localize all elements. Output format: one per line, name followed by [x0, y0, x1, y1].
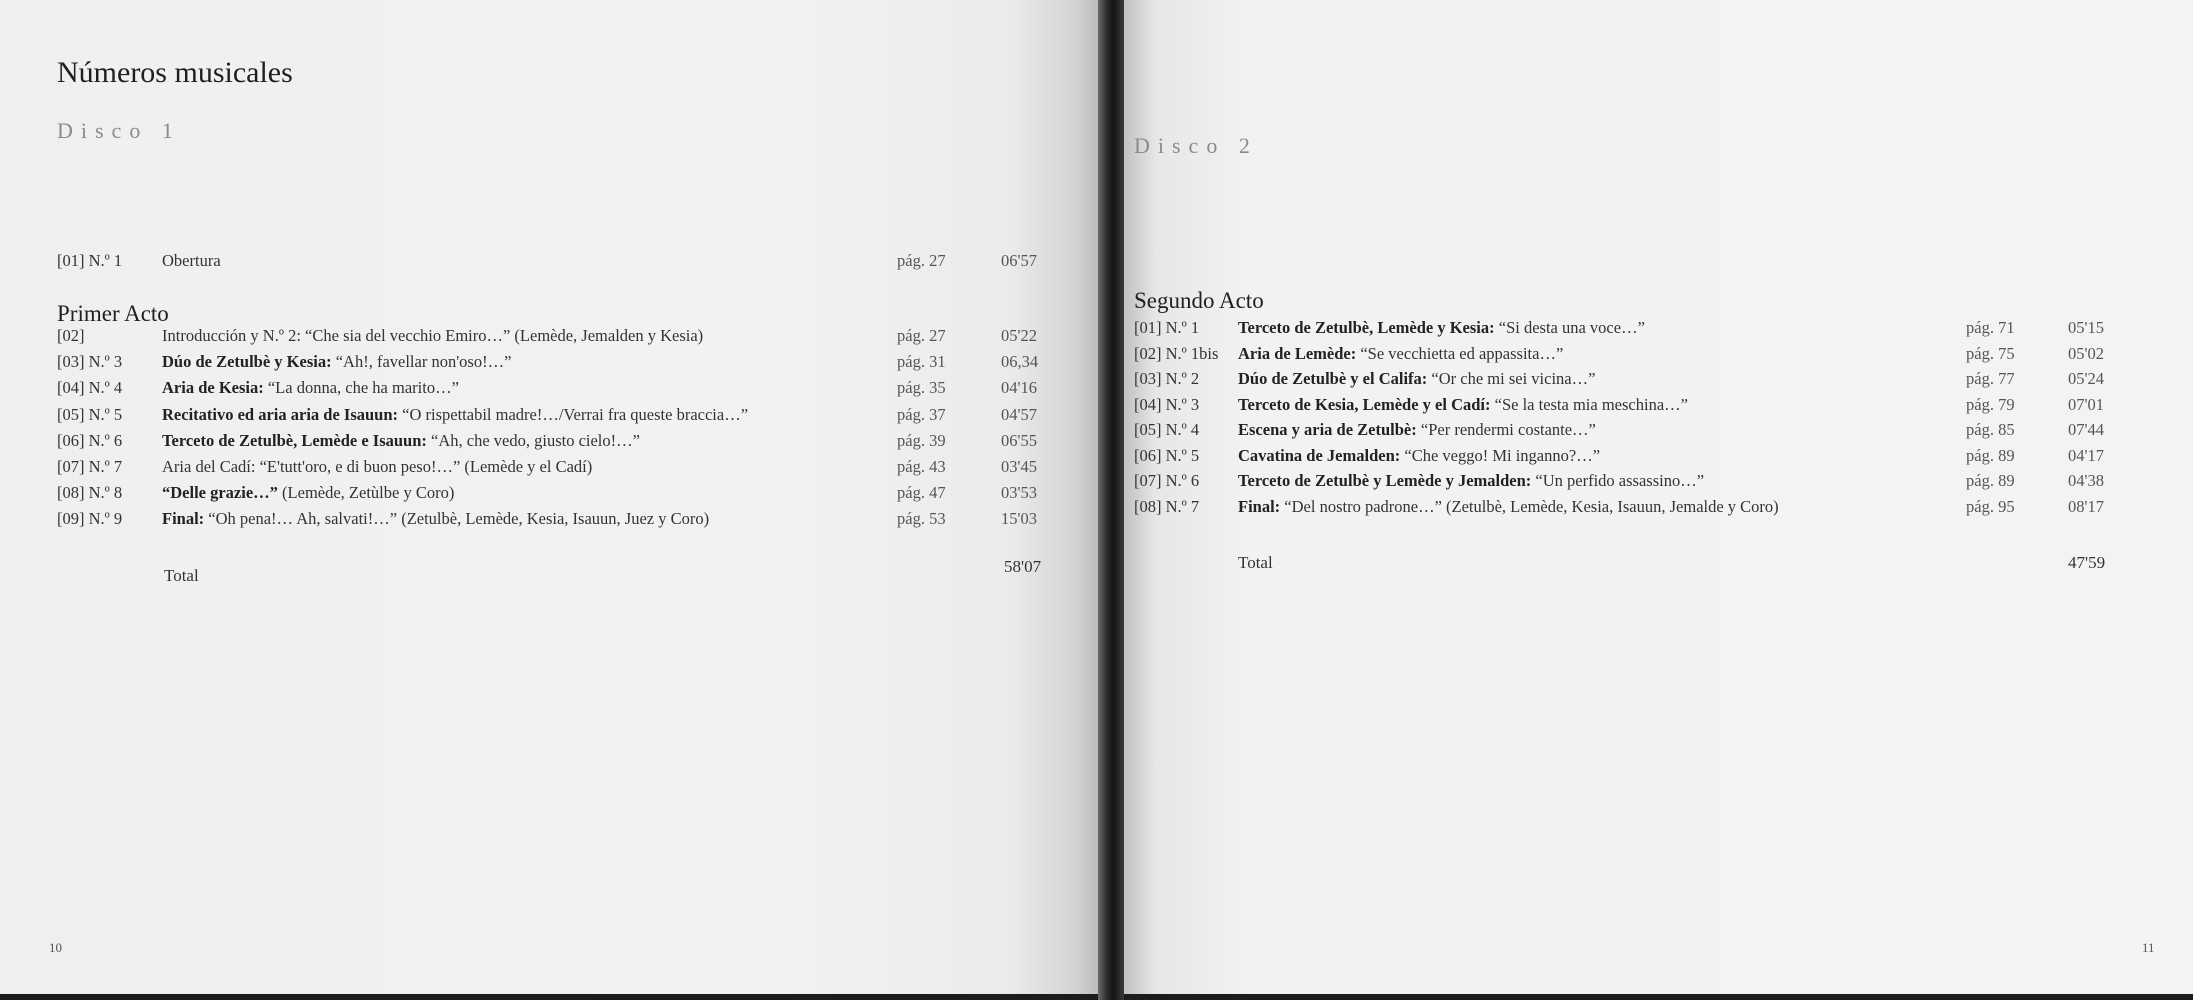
track-title-text: “Per rendermi costante…” — [1416, 420, 1596, 439]
track-title-text: “O rispettabil madre!…/Verrai fra queste braccia…” — [398, 404, 749, 424]
track-page: pág. 85 — [1966, 420, 2015, 439]
track-page: pág. 35 — [897, 378, 946, 398]
total-time: 58'07 — [1004, 557, 1042, 576]
track-title-bold: Terceto de Kesia, Lemède y el Cadí: — [1238, 394, 1491, 414]
track-time: 03'53 — [1001, 483, 1037, 503]
track-title — [1238, 318, 1645, 338]
track-time: 08'17 — [2068, 496, 2104, 516]
track-page: pág. 75 — [1966, 343, 2015, 363]
track-time: 04'17 — [2068, 445, 2104, 465]
total-label: Total — [1238, 553, 1273, 572]
track-page: pág. 47 — [897, 483, 946, 503]
track-title-text: “Che veggo! Mi inganno?…” — [1400, 445, 1601, 465]
track-title-bold: Final: — [162, 509, 205, 529]
track-time: 07'01 — [2068, 394, 2104, 414]
track-title-text: “Oh pena!… Ah, salvati!…” (Zetulbè, Lemède, Kesia, Isauun, Juez y Coro) — [204, 509, 710, 529]
track-title-bold: Aria de Kesia: — [162, 378, 264, 398]
track-number: [04] N.º 3 — [1134, 394, 1200, 414]
track-time: 03'45 — [1001, 457, 1037, 476]
track-title — [1238, 420, 1596, 440]
track-time: 15'03 — [1001, 509, 1037, 529]
total-time: 47'59 — [2068, 553, 2106, 572]
track-title-text: “Se vecchietta ed appassita…” — [1356, 343, 1564, 363]
track-title-bold: Dúo de Zetulbè y el Califa: — [1238, 369, 1428, 388]
track-title — [162, 326, 703, 346]
track-number: [02] N.º 1bis — [1134, 343, 1219, 363]
track-page: pág. 95 — [1966, 496, 2015, 516]
table-row — [1124, 369, 2193, 395]
right-page — [1124, 0, 2193, 994]
track-title-text: “Del nostro padrone…” (Zetulbè, Lemède, Kesia, Isauun, Jemalde y Coro) — [1280, 496, 1779, 516]
track-number: [07] N.º 7 — [57, 457, 123, 476]
track-page: pág. 37 — [897, 404, 946, 424]
track-title-bold: Dúo de Zetulbè y Kesia: — [162, 352, 332, 372]
act-title-1: Primer Acto — [57, 301, 169, 326]
track-number: [06] N.º 5 — [1134, 445, 1200, 465]
track-time: 06'57 — [1001, 251, 1037, 270]
track-number: [03] N.º 2 — [1134, 369, 1200, 388]
track-title-bold: Aria de Lemède: — [1238, 343, 1357, 363]
table-row — [1124, 318, 2193, 344]
table-row — [1124, 446, 2193, 472]
track-title-text: “Un perfido assassino…” — [1531, 471, 1705, 490]
track-time: 04'57 — [1001, 404, 1037, 424]
page-heading: Números musicales — [57, 56, 293, 89]
track-number: [01] N.º 1 — [1134, 318, 1200, 337]
table-row — [1124, 471, 2193, 497]
table-row — [0, 352, 1098, 378]
table-row — [1124, 420, 2193, 446]
table-row — [1124, 344, 2193, 370]
track-title-bold: Terceto de Zetulbè, Lemède e Isauun: — [162, 430, 427, 450]
track-time: 04'38 — [2068, 471, 2104, 490]
track-title-text: “Si desta una voce…” — [1494, 318, 1645, 337]
track-title-bold: Terceto de Zetulbè y Lemède y Jemalden: — [1238, 471, 1532, 490]
track-title-text: “Ah, che vedo, giusto cielo!…” — [426, 430, 640, 450]
track-title — [1238, 344, 1563, 364]
table-row — [0, 431, 1098, 457]
track-title — [162, 457, 592, 477]
act-title-2: Segundo Acto — [1134, 288, 1264, 313]
track-time: 07'44 — [2068, 420, 2104, 439]
track-title-text: Aria del Cadí: “E'tutt'oro, e di buon peso!…” (Lemède y el Cadí) — [162, 457, 593, 476]
page-number: 11 — [2142, 940, 2155, 955]
track-title — [1238, 471, 1704, 491]
track-time: 05'24 — [2068, 369, 2104, 388]
table-row — [0, 378, 1098, 404]
track-title-bold: Escena y aria de Zetulbè: — [1238, 420, 1417, 439]
track-title: Obertura — [162, 251, 221, 270]
track-title-bold: Terceto de Zetulbè, Lemède y Kesia: — [1238, 318, 1495, 337]
track-title — [162, 483, 454, 503]
track-page: pág. 39 — [897, 430, 946, 450]
track-title-text: “Or che mi sei vicina…” — [1427, 369, 1596, 388]
track-title — [162, 405, 748, 425]
track-page: pág. 89 — [1966, 471, 2015, 490]
track-title — [162, 352, 511, 372]
track-title — [162, 431, 640, 451]
track-number: [04] N.º 4 — [57, 378, 123, 398]
track-page: pág. 79 — [1966, 394, 2015, 414]
track-number: [01] N.º 1 — [57, 251, 123, 270]
table-row — [1124, 395, 2193, 421]
book-spine — [1098, 0, 1124, 1000]
track-page: pág. 89 — [1966, 445, 2015, 465]
track-number: [06] N.º 6 — [57, 430, 123, 450]
track-page: pág. 27 — [897, 251, 946, 270]
track-row-overture — [0, 251, 1098, 277]
track-title-text: Introducción y N.º 2: “Che sia del vecchio Emiro…” (Lemède, Jemalden y Kesia) — [162, 326, 704, 345]
table-row — [0, 326, 1098, 352]
track-title — [1238, 395, 1688, 415]
table-row — [1124, 497, 2193, 523]
table-row — [0, 483, 1098, 509]
track-number: [08] N.º 8 — [57, 483, 123, 503]
total-label: Total — [164, 566, 199, 585]
disc-1-label: Disco 1 — [57, 118, 181, 143]
track-title — [162, 378, 459, 398]
track-title — [1238, 369, 1595, 389]
track-time: 05'02 — [2068, 343, 2104, 363]
track-time: 06'55 — [1001, 430, 1037, 450]
track-page: pág. 27 — [897, 326, 946, 345]
track-title-text: “Se la testa mia meschina…” — [1490, 394, 1688, 414]
left-page — [0, 0, 1098, 994]
track-time: 05'15 — [2068, 318, 2104, 337]
track-number: [03] N.º 3 — [57, 352, 123, 372]
track-time: 06,34 — [1001, 352, 1039, 372]
table-row — [0, 457, 1098, 483]
track-number: [05] N.º 5 — [57, 404, 123, 424]
track-page: pág. 43 — [897, 457, 946, 476]
track-page: pág. 31 — [897, 352, 946, 372]
track-title-bold: “Delle grazie…” — [162, 483, 278, 503]
track-title-text: “La donna, che ha marito…” — [263, 378, 459, 398]
track-number: [05] N.º 4 — [1134, 420, 1200, 439]
track-time: 04'16 — [1001, 378, 1037, 398]
track-page: pág. 53 — [897, 509, 946, 529]
track-page: pág. 71 — [1966, 318, 2015, 337]
track-title-text: (Lemède, Zetùlbe y Coro) — [277, 483, 455, 503]
track-time: 05'22 — [1001, 326, 1037, 345]
track-title — [1238, 497, 1779, 517]
track-number: [08] N.º 7 — [1134, 496, 1200, 516]
track-title-bold: Recitativo ed aria aria de Isauun: — [162, 404, 399, 424]
disc-2-label: Disco 2 — [1134, 133, 1258, 158]
track-title-bold: Final: — [1238, 496, 1281, 516]
track-page: pág. 77 — [1966, 369, 2015, 388]
page-number: 10 — [49, 940, 62, 955]
track-number: [07] N.º 6 — [1134, 471, 1200, 490]
table-row — [0, 509, 1098, 535]
track-number: [09] N.º 9 — [57, 509, 123, 529]
track-title — [162, 509, 709, 529]
table-row — [0, 405, 1098, 431]
track-title — [1238, 446, 1600, 466]
track-title-bold: Cavatina de Jemalden: — [1238, 445, 1401, 465]
track-number: [02] — [57, 326, 85, 345]
track-title-text: “Ah!, favellar non'oso!…” — [331, 352, 512, 372]
